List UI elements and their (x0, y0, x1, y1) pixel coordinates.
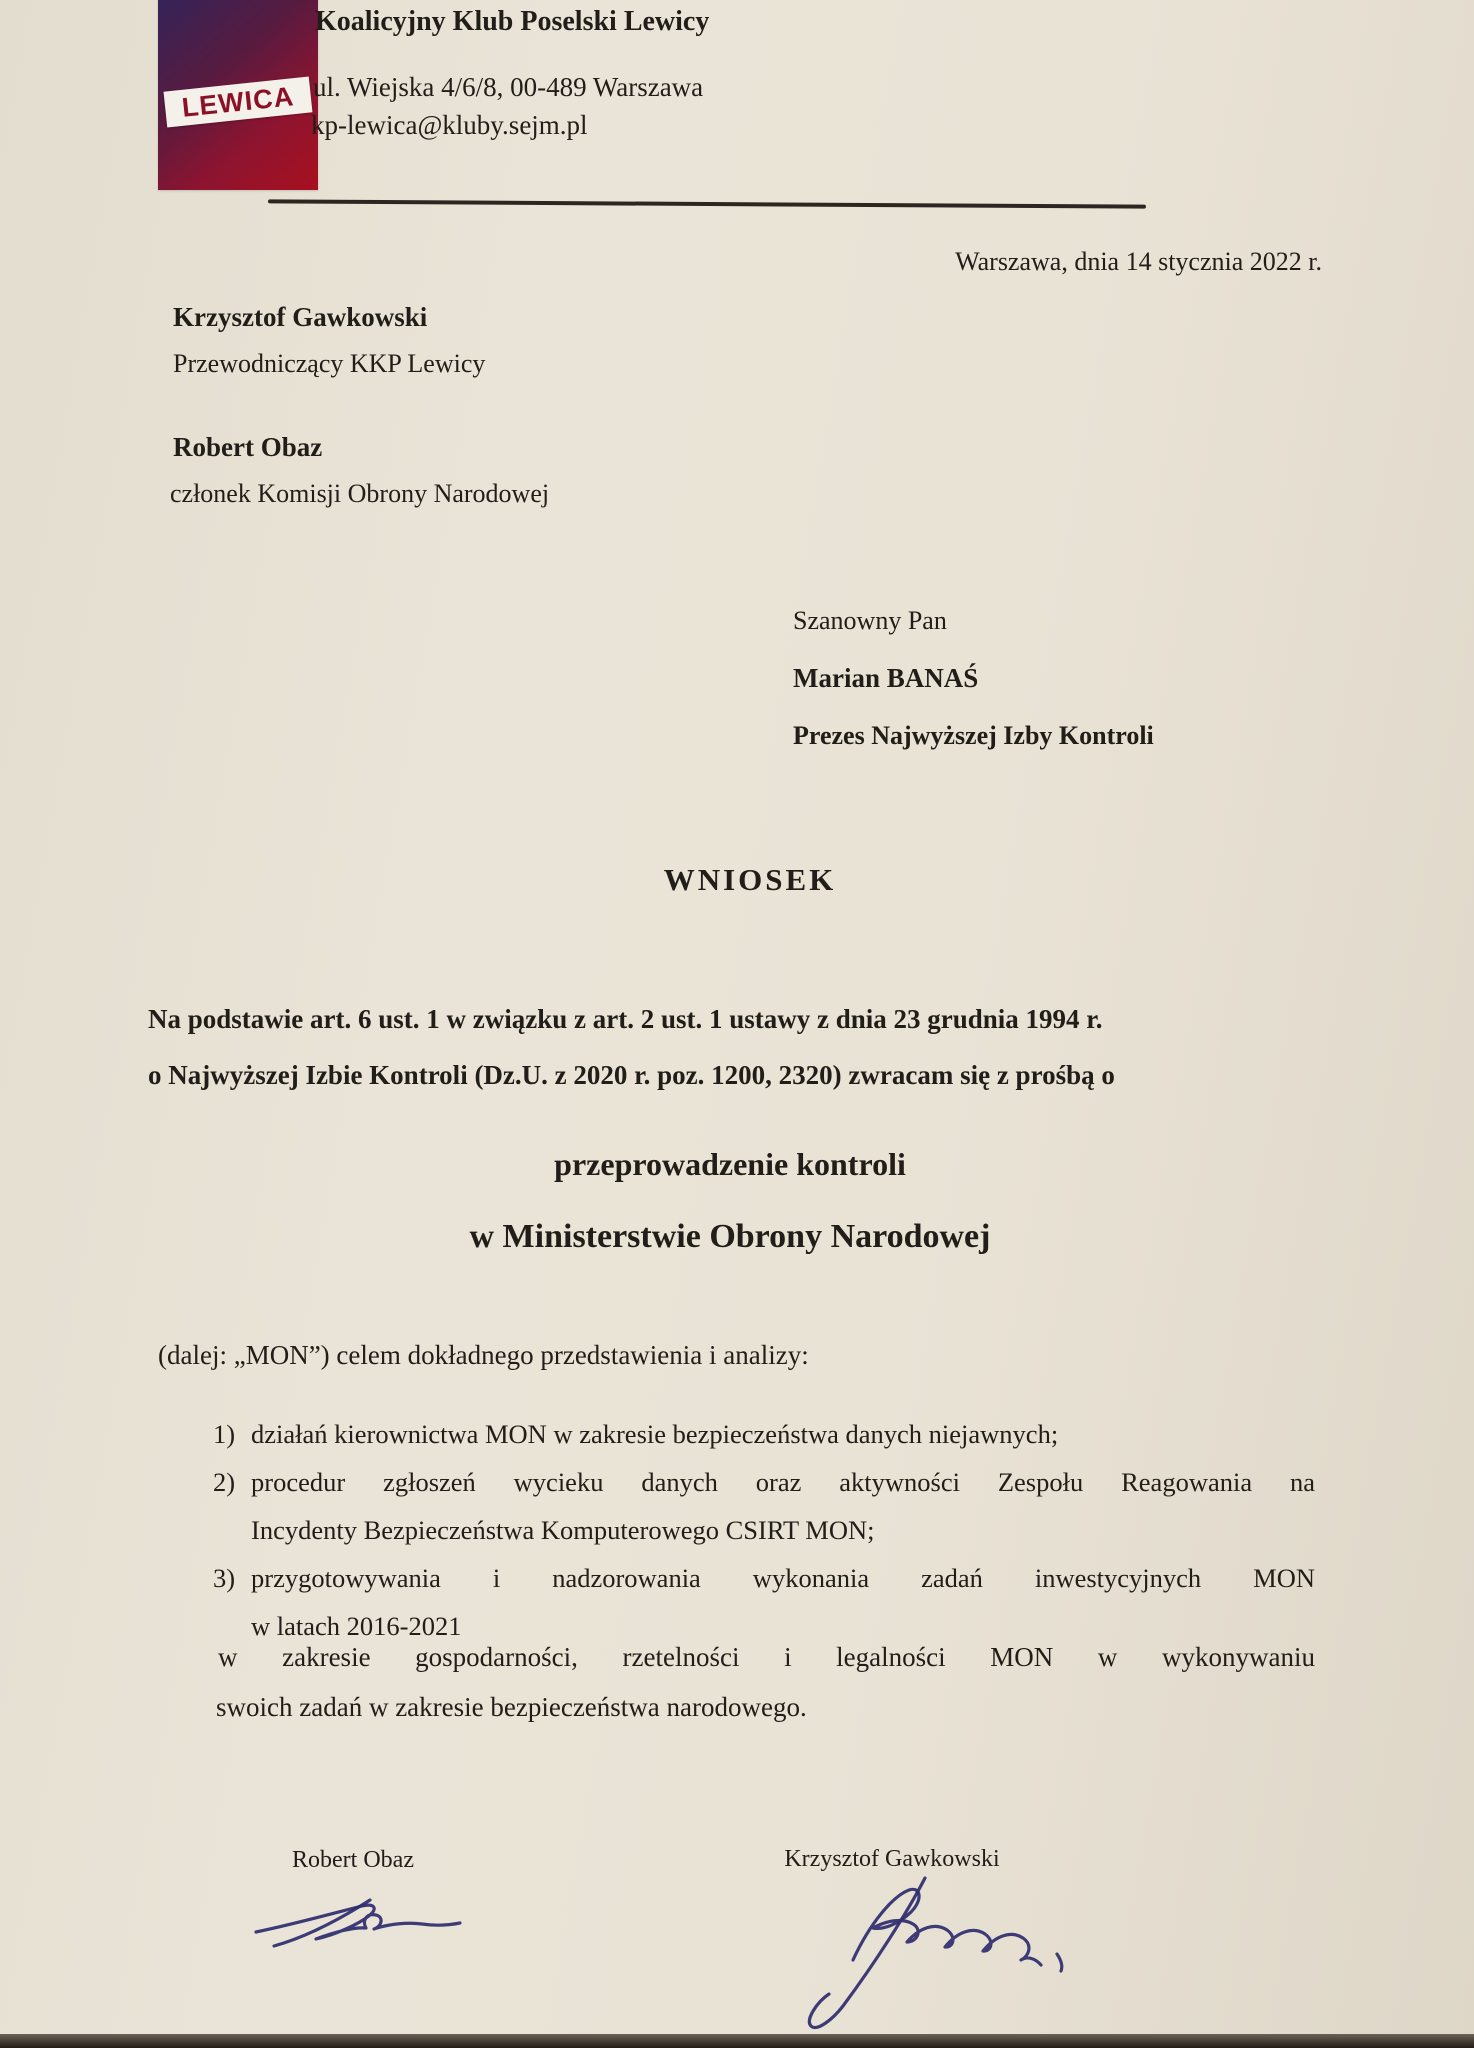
closing-line-1: w zakresie gospodarności, rzetelności i legalności MON w wykonywaniu (218, 1642, 1315, 1672)
sender-2-title: członek Komisji Obrony Narodowej (170, 479, 550, 508)
org-email: kp-lewica@kluby.sejm.pl (311, 110, 588, 140)
date-line: Warszawa, dnia 14 stycznia 2022 r. (955, 247, 1322, 276)
header-divider (268, 199, 1146, 208)
lewica-logo-text: LEWICA (180, 80, 296, 123)
list-item-number: 1) (213, 1419, 236, 1449)
request-heading-line-1: przeprowadzenie kontroli (554, 1146, 906, 1182)
list-item (213, 1554, 1315, 1650)
legal-basis-line-2: o Najwyższej Izbie Kontroli (Dz.U. z 2020 r. poz. 1200, 2320) zwracam się z prośbą o (148, 1060, 1115, 1090)
recipient-salutation: Szanowny Pan (793, 606, 947, 635)
legal-basis-line-1: Na podstawie art. 6 ust. 1 w związku z art. 2 ust. 1 ustawy z dnia 23 grudnia 1994 r. (148, 1004, 1103, 1034)
list-item-text: Incydenty Bezpieczeństwa Komputerowego CSIRT MON; (251, 1515, 875, 1545)
document-title: WNIOSEK (663, 862, 837, 897)
lewica-logo (158, 0, 318, 190)
intro-line: (dalej: „MON”) celem dokładnego przedstawienia i analizy: (158, 1340, 809, 1370)
request-heading-line-2: w Ministerstwie Obrony Narodowej (469, 1218, 991, 1255)
list-item-text: działań kierownictwa MON w zakresie bezpieczeństwa danych niejawnych; (251, 1419, 1059, 1449)
lewica-logo-banner (164, 77, 313, 128)
photo-bottom-edge (0, 2034, 1474, 2048)
recipient-title: Prezes Najwyższej Izby Kontroli (793, 721, 1154, 750)
org-name: Koalicyjny Klub Poselski Lewicy (315, 6, 710, 37)
sender-1-title: Przewodniczący KKP Lewicy (173, 349, 486, 378)
list-item-text: w latach 2016-2021 (251, 1611, 462, 1641)
request-list (213, 1410, 1315, 1650)
signature-label-robert-obaz: Robert Obaz (292, 1847, 414, 1873)
list-item-text: procedur zgłoszeń wycieku danych oraz aktywności Zespołu Reagowania na (251, 1467, 1315, 1497)
sender-2-name: Robert Obaz (173, 432, 323, 462)
sender-1-name: Krzysztof Gawkowski (173, 302, 428, 332)
list-item (213, 1410, 1315, 1458)
list-item-number: 3) (213, 1563, 236, 1593)
list-item-number: 2) (213, 1467, 236, 1497)
robert-obaz-signature (250, 1888, 465, 1952)
closing-line-2: swoich zadań w zakresie bezpieczeństwa narodowego. (216, 1692, 807, 1722)
krzysztof-gawkowski-signature (795, 1868, 1080, 2038)
org-address: ul. Wiejska 4/6/8, 00-489 Warszawa (313, 72, 704, 102)
recipient-block (793, 606, 1154, 751)
list-item (213, 1458, 1315, 1554)
recipient-name: Marian BANAŚ (793, 663, 979, 693)
signature-label-krzysztof-gawkowski: Krzysztof Gawkowski (784, 1846, 1000, 1872)
list-item-text: przygotowywania i nadzorowania wykonania zadań inwestycyjnych MON (251, 1563, 1315, 1593)
